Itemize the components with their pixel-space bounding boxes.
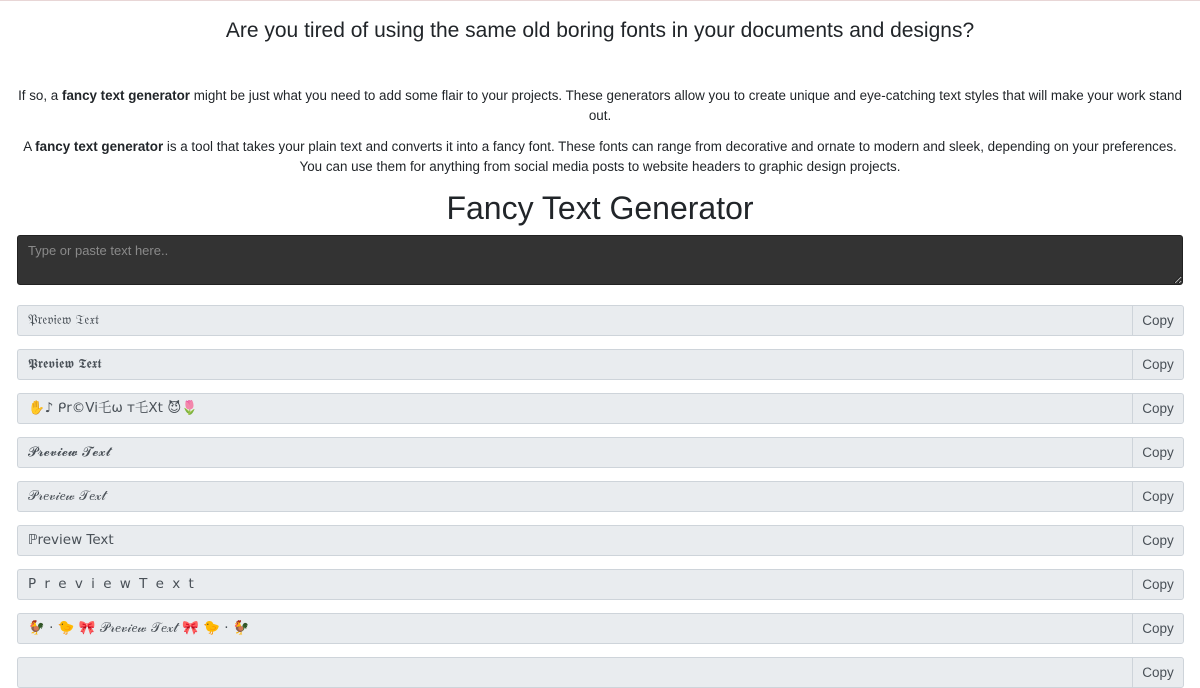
preview-row — [17, 393, 1184, 424]
bold-text: fancy text generator — [61, 88, 190, 103]
bold-text: fancy text generator — [35, 139, 164, 154]
text: If so, a — [18, 88, 62, 103]
preview-row — [17, 569, 1184, 600]
preview-text[interactable] — [17, 657, 1132, 688]
copy-button[interactable]: Copy — [1132, 305, 1184, 336]
intro-heading: Are you tired of using the same old boring fonts in your documents and designs? — [225, 19, 975, 42]
preview-text[interactable]: 🐓 · 🐤 🎀 𝒫𝓇𝑒𝓋𝒾𝑒𝓌 𝒯𝑒𝓍𝓉 🎀 🐤 · 🐓 — [17, 613, 1132, 644]
generator-title: Fancy Text Generator — [446, 190, 754, 226]
text-input[interactable] — [17, 235, 1183, 285]
intro-paragraph-2 — [14, 137, 1186, 177]
preview-row — [17, 437, 1184, 468]
preview-text[interactable]: 𝒫𝓇𝑒𝓋𝒾𝑒𝓌 𝒯𝑒𝓍𝓉 — [17, 481, 1132, 512]
copy-button[interactable]: Copy — [1132, 393, 1184, 424]
text: is a tool that takes your plain text and converts it into a fancy font. These fonts can range from decorative and ornate to modern and sleek, depending on your preferences. You can use them for anything from social media posts to website headers to graphic design projects. — [163, 139, 1177, 174]
preview-row — [17, 525, 1184, 556]
copy-button[interactable]: Copy — [1132, 613, 1184, 644]
text: A — [23, 139, 36, 154]
preview-text[interactable]: ✋♪ ᑭr©Vi乇ω т乇Xt 😈🌷 — [17, 393, 1132, 424]
copy-button[interactable]: Copy — [1132, 349, 1184, 380]
preview-row — [17, 657, 1184, 688]
preview-row — [17, 305, 1184, 336]
copy-button[interactable]: Copy — [1132, 657, 1184, 688]
preview-text[interactable]: P r e v i e w T e x t — [17, 569, 1132, 600]
copy-button[interactable]: Copy — [1132, 481, 1184, 512]
preview-text[interactable]: 𝔓𝔯𝔢𝔳𝔦𝔢𝔴 𝔗𝔢𝔵𝔱 — [17, 305, 1132, 336]
preview-row — [17, 613, 1184, 644]
preview-text[interactable]: 𝕻𝖗𝖊𝖛𝖎𝖊𝖜 𝕿𝖊𝖝𝖙 — [17, 349, 1132, 380]
preview-text[interactable]: ℙreview Text — [17, 525, 1132, 556]
copy-button[interactable]: Copy — [1132, 525, 1184, 556]
preview-row — [17, 481, 1184, 512]
copy-button[interactable]: Copy — [1132, 437, 1184, 468]
preview-text[interactable]: 𝓟𝓻𝓮𝓿𝓲𝓮𝔀 𝓣𝓮𝔁𝓽 — [17, 437, 1132, 468]
copy-button[interactable]: Copy — [1132, 569, 1184, 600]
preview-row — [17, 349, 1184, 380]
text: might be just what you need to add some flair to your projects. These generators allow you to create unique and eye-catching text styles that will make your work stand out. — [189, 88, 1182, 123]
intro-paragraph-1 — [14, 86, 1186, 126]
